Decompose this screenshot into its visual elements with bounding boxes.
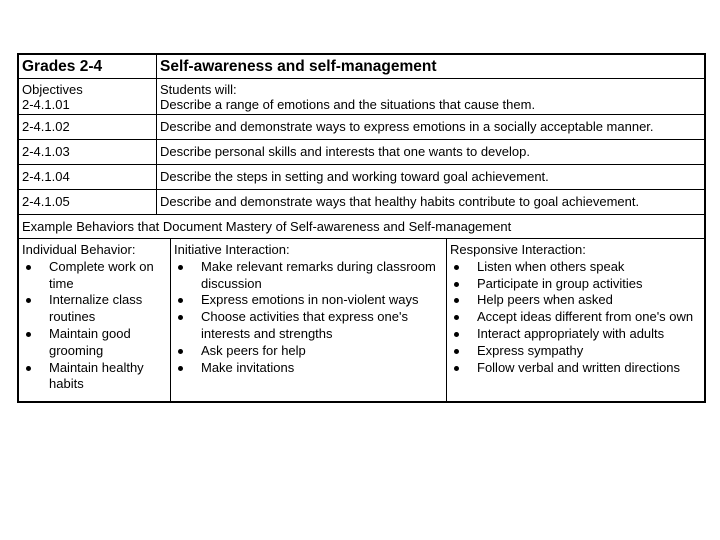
objective-code: 2-4.1.05: [19, 190, 157, 214]
standards-table: [17, 53, 706, 403]
objective-code: 2-4.1.04: [19, 165, 157, 189]
initiative-interaction-column: [171, 239, 447, 401]
grade-heading: Grades 2-4: [19, 55, 157, 79]
responsive-interaction-list: [450, 259, 701, 377]
list-item-text: Accept ideas different from one's own: [477, 309, 694, 325]
objective-row: [19, 115, 704, 140]
list-item-text: Express emotions in non-violent ways: [201, 292, 419, 308]
bullet-icon: [454, 366, 459, 371]
list-item-text: Make invitations: [201, 359, 295, 375]
examples-title: Example Behaviors that Document Mastery of Self-awareness and Self-management: [22, 219, 512, 234]
list-item: [450, 309, 701, 326]
list-item: [22, 360, 167, 394]
list-item-text: Complete work on time: [49, 258, 154, 291]
bullet-icon: [178, 265, 183, 270]
objective-text: Describe the steps in setting and working toward goal achievement.: [160, 169, 549, 184]
table-header-row: [19, 55, 704, 79]
list-item-text: Follow verbal and written directions: [477, 359, 681, 375]
list-item-text: Ask peers for help: [201, 342, 306, 358]
list-item: [450, 360, 701, 377]
objective-code: 2-4.1.03: [19, 140, 157, 164]
bullet-icon: [178, 349, 183, 354]
list-item-text: Choose activities that express one's interests and strengths: [201, 309, 408, 341]
objective-row: [19, 190, 704, 215]
individual-behavior-list: [22, 259, 167, 393]
objective-row: [19, 140, 704, 165]
bullet-icon: [454, 332, 459, 337]
list-item: [174, 360, 443, 377]
list-item: [450, 343, 701, 360]
bullet-icon: [178, 366, 183, 371]
list-item: [174, 309, 443, 343]
responsive-interaction-column: [447, 239, 704, 401]
bullet-icon: [26, 265, 31, 270]
individual-behavior-heading: Individual Behavior:: [22, 242, 136, 257]
bullet-icon: [454, 298, 459, 303]
list-item-text: Help peers when asked: [477, 292, 613, 308]
list-item: [450, 292, 701, 309]
initiative-interaction-list: [174, 259, 443, 377]
initiative-interaction-heading: Initiative Interaction:: [174, 242, 290, 257]
list-item: [450, 276, 701, 293]
list-item: [22, 326, 167, 360]
objective-row: [19, 165, 704, 190]
bullet-icon: [178, 298, 183, 303]
objective-code: 2-4.1.01: [22, 97, 70, 112]
standard-title: Self-awareness and self-management: [160, 57, 437, 75]
bullet-icon: [454, 282, 459, 287]
list-item: [22, 292, 167, 326]
list-item: [174, 343, 443, 360]
objective-intro: Students will:: [160, 82, 237, 97]
list-item: [450, 259, 701, 276]
list-item: [174, 259, 443, 293]
list-item-text: Express sympathy: [477, 342, 584, 358]
individual-behavior-column: [19, 239, 171, 401]
objectives-label: Objectives: [22, 82, 83, 97]
behaviors-row: [19, 239, 704, 401]
responsive-interaction-heading: Responsive Interaction:: [450, 242, 586, 257]
list-item-text: Internalize class routines: [49, 292, 143, 325]
bullet-icon: [26, 366, 31, 371]
bullet-icon: [26, 332, 31, 337]
list-item: [174, 292, 443, 309]
objective-row: [19, 79, 704, 115]
list-item: [450, 326, 701, 343]
objective-text: Describe a range of emotions and the situations that cause them.: [160, 97, 536, 112]
list-item-text: Listen when others speak: [477, 258, 625, 274]
list-item-text: Participate in group activities: [477, 275, 643, 291]
examples-title-row: [19, 215, 704, 239]
objective-code: 2-4.1.02: [19, 115, 157, 139]
list-item-text: Maintain healthy habits: [49, 359, 144, 392]
list-item-text: Make relevant remarks during classroom discussion: [201, 258, 436, 291]
list-item: [22, 259, 167, 293]
bullet-icon: [454, 349, 459, 354]
bullet-icon: [178, 315, 183, 320]
objective-text: Describe and demonstrate ways to express emotions in a socially acceptable manner.: [160, 119, 654, 134]
objective-text: Describe personal skills and interests that one wants to develop.: [160, 144, 530, 159]
bullet-icon: [454, 265, 459, 270]
objective-text: Describe and demonstrate ways that healthy habits contribute to goal achievement.: [160, 194, 640, 209]
list-item-text: Maintain good grooming: [49, 325, 131, 358]
bullet-icon: [26, 298, 31, 303]
bullet-icon: [454, 315, 459, 320]
list-item-text: Interact appropriately with adults: [477, 325, 665, 341]
